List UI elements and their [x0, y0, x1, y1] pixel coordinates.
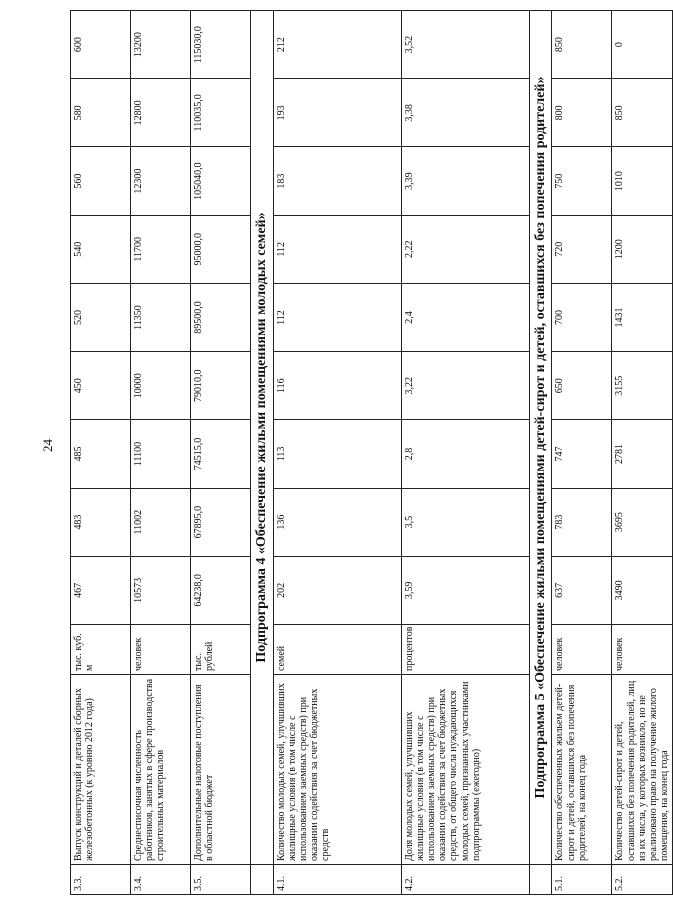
rotated-table-container [70, 10, 671, 895]
indicator-name: Среднесписочная численность работников, занятых в сфере производства строительных материалов [131, 675, 191, 865]
value-cell: 13200 [131, 11, 191, 79]
value-cell: 11700 [131, 215, 191, 283]
value-cell: 3695 [612, 488, 673, 556]
value-cell: 750 [552, 147, 612, 215]
subprogram-4-header [251, 11, 274, 895]
unit-cell: тыс. куб. м [71, 625, 131, 675]
value-cell: 74515,0 [191, 420, 251, 488]
indicator-name: Количество детей-сирот и детей, оставшихся без попечения родителей, лиц из их числа, у которых возникло, но не реализовано право на получение жилого помещения, на конец года [612, 675, 673, 865]
value-cell: 202 [273, 556, 401, 624]
value-cell: 10000 [131, 352, 191, 420]
value-cell: 113 [273, 420, 401, 488]
indicator-name: Выпуск конструкций и деталей сборных железобетонных (к уровню 2012 года) [71, 675, 131, 865]
value-cell: 1200 [612, 215, 673, 283]
value-cell: 850 [612, 79, 673, 147]
value-cell: 67895,0 [191, 488, 251, 556]
value-cell: 800 [552, 79, 612, 147]
value-cell: 79010,0 [191, 352, 251, 420]
value-cell: 0 [612, 11, 673, 79]
table-row [401, 11, 529, 895]
table-row [273, 11, 401, 895]
table-row [71, 11, 131, 895]
value-cell: 112 [273, 283, 401, 351]
unit-cell: семей [273, 625, 401, 675]
page-number: 24 [40, 439, 55, 452]
value-cell: 783 [552, 488, 612, 556]
table-row [612, 11, 673, 895]
value-cell: 193 [273, 79, 401, 147]
subprogram-title: Подпрограмма 5 «Обеспечение жильми помещениями детей-сирот и детей, оставшихся без попечения родителей» [529, 11, 552, 865]
value-cell: 110035,0 [191, 79, 251, 147]
value-cell: 485 [71, 420, 131, 488]
row-number: 3.3. [71, 865, 131, 895]
value-cell: 2,4 [401, 283, 529, 351]
value-cell: 700 [552, 283, 612, 351]
value-cell: 540 [71, 215, 131, 283]
row-number: 3.5. [191, 865, 251, 895]
value-cell: 112 [273, 215, 401, 283]
value-cell: 115030,0 [191, 11, 251, 79]
table-row [552, 11, 612, 895]
value-cell: 212 [273, 11, 401, 79]
empty-cell [529, 865, 552, 895]
unit-cell: тыс. рублей [191, 625, 251, 675]
value-cell: 2,8 [401, 420, 529, 488]
unit-cell: процентов [401, 625, 529, 675]
row-number: 5.2. [612, 865, 673, 895]
value-cell: 747 [552, 420, 612, 488]
indicator-name: Количество обеспеченных жильем детей-сирот и детей, оставшихся без попечения родителей, на конец года [552, 675, 612, 865]
value-cell: 64238,0 [191, 556, 251, 624]
value-cell: 1431 [612, 283, 673, 351]
table-row [191, 11, 251, 895]
value-cell: 3,59 [401, 556, 529, 624]
value-cell: 637 [552, 556, 612, 624]
value-cell: 600 [71, 11, 131, 79]
subprogram-title: Подпрограмма 4 «Обеспечение жильми помещениями молодых семей» [251, 11, 274, 865]
value-cell: 720 [552, 215, 612, 283]
indicators-table [70, 10, 673, 895]
indicator-name: Доля молодых семей, улучшивших жилищные условия (в том числе с использованием заемных средств) при оказании содействия за счет бюджетных средств, от общего числа нуждающихся молодых семей, признанных участниками подпрограммы (ежегодно) [401, 675, 529, 865]
indicator-name: Дополнительные налоговые поступления в областной бюджет [191, 675, 251, 865]
row-number: 3.4. [131, 865, 191, 895]
value-cell: 850 [552, 11, 612, 79]
value-cell: 116 [273, 352, 401, 420]
value-cell: 2781 [612, 420, 673, 488]
unit-cell: человек [131, 625, 191, 675]
subprogram-5-header [529, 11, 552, 895]
value-cell: 12800 [131, 79, 191, 147]
value-cell: 450 [71, 352, 131, 420]
value-cell: 89500,0 [191, 283, 251, 351]
value-cell: 10573 [131, 556, 191, 624]
value-cell: 3,39 [401, 147, 529, 215]
value-cell: 105040,0 [191, 147, 251, 215]
value-cell: 2,22 [401, 215, 529, 283]
value-cell: 3,5 [401, 488, 529, 556]
indicator-name: Количество молодых семей, улучшивших жилищные условия (в том числе с использованием заемных средств) при оказании содействия за счет бюджетных средств [273, 675, 401, 865]
unit-cell: человек [612, 625, 673, 675]
value-cell: 11100 [131, 420, 191, 488]
value-cell: 560 [71, 147, 131, 215]
row-number: 5.1. [552, 865, 612, 895]
table-row [131, 11, 191, 895]
value-cell: 580 [71, 79, 131, 147]
value-cell: 183 [273, 147, 401, 215]
value-cell: 3,38 [401, 79, 529, 147]
unit-cell: человек [552, 625, 612, 675]
value-cell: 136 [273, 488, 401, 556]
empty-cell [251, 865, 274, 895]
value-cell: 3,52 [401, 11, 529, 79]
value-cell: 650 [552, 352, 612, 420]
value-cell: 11002 [131, 488, 191, 556]
value-cell: 11350 [131, 283, 191, 351]
value-cell: 12300 [131, 147, 191, 215]
value-cell: 3,22 [401, 352, 529, 420]
value-cell: 3155 [612, 352, 673, 420]
value-cell: 520 [71, 283, 131, 351]
value-cell: 1010 [612, 147, 673, 215]
value-cell: 3490 [612, 556, 673, 624]
row-number: 4.1. [273, 865, 401, 895]
value-cell: 95000,0 [191, 215, 251, 283]
value-cell: 483 [71, 488, 131, 556]
value-cell: 467 [71, 556, 131, 624]
row-number: 4.2. [401, 865, 529, 895]
